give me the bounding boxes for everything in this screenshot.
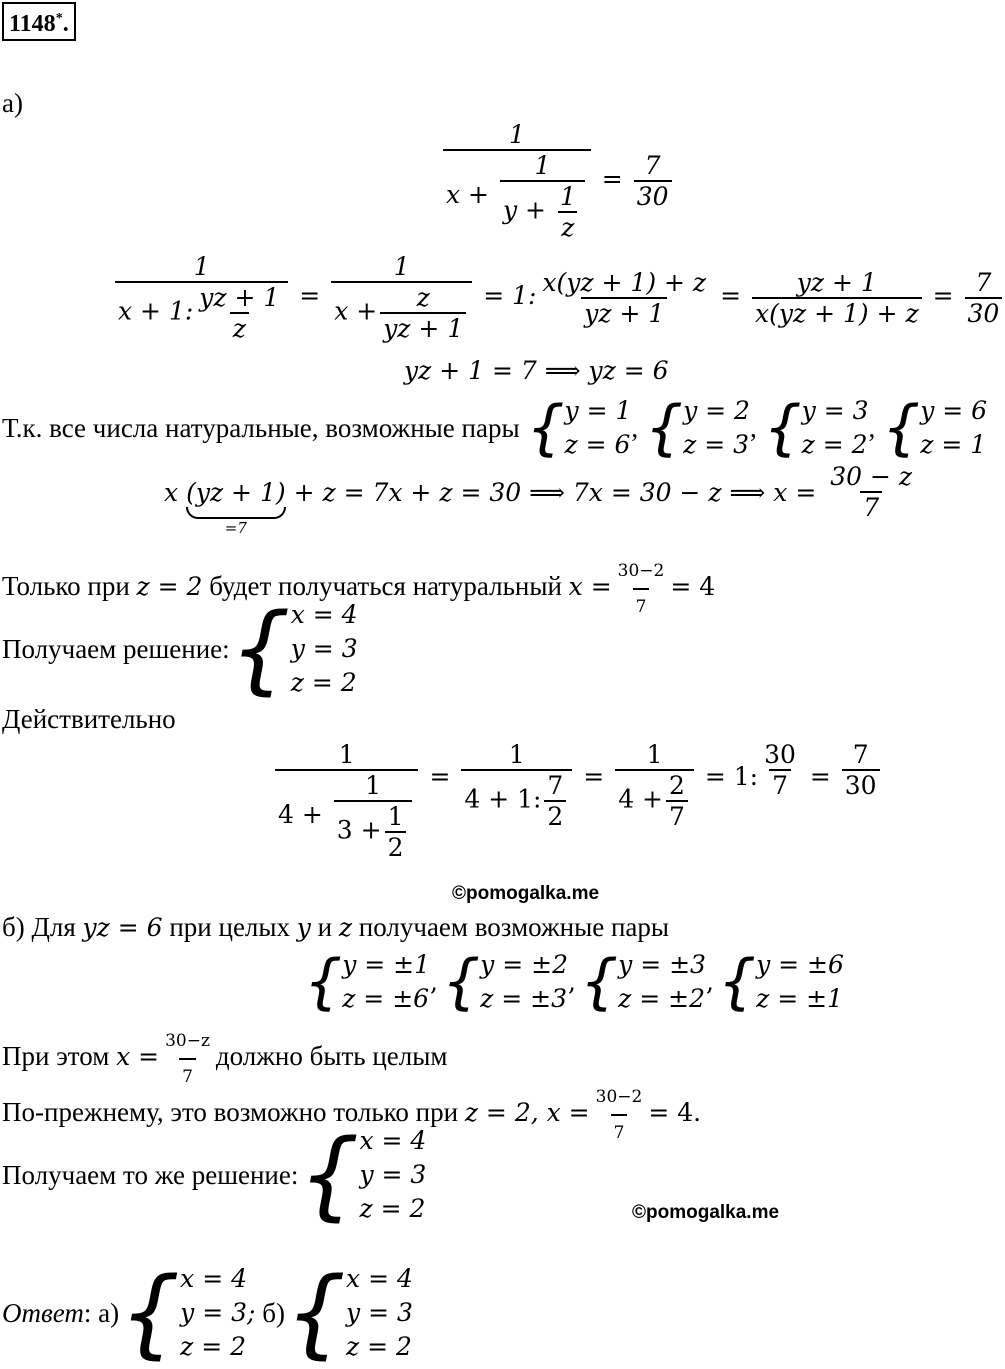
product-equation: yz + 1 = 7 ⟹ yz = 6: [404, 356, 669, 385]
same-solution-system: { x = 4 y = 3 z = 2: [298, 1119, 427, 1231]
answer-b-system: { x = 4 y = 3 z = 2: [284, 1257, 413, 1369]
solution-system: { x = 4 y = 3 z = 2: [229, 593, 358, 705]
only-natural-line: Только при z = 2 будет получаться натуральный x = $\frac{30-2}{7}$ = 4: [2, 554, 715, 624]
problem-number: 1148*.: [2, 2, 76, 41]
pair-1: { y = 1 z = 6: [526, 393, 632, 463]
natural-pairs-line: Т.к. все числа натуральные, возможные пары { y = 1 z = 6 , { y = 2 z = 3 , { y = 3 z = 2 , { y = 6 z = 1: [2, 393, 988, 463]
integer-pairs: { y = ±1 z = ±6 , { y = ±2 z = ±3 , { y = ±3 z = ±2 , { y = ±6 z = ±1: [304, 947, 844, 1017]
answer-a-system: { x = 4 y = 3; z = 2: [119, 1257, 256, 1369]
still-only-line: По-прежнему, это возможно только при z = 2, x = $\frac{30-2}{7}$ = 4.: [2, 1080, 701, 1150]
pair-2: { y = 2 z = 3: [644, 393, 750, 463]
pair-3: { y = 3 z = 2: [763, 393, 869, 463]
int-pair-3: { y = ±3 z = ±2: [579, 947, 706, 1017]
continued-fraction-equation: 1 x + 1 y + $\frac{1}{z}$ = $\frac{7}{30}$: [440, 120, 675, 242]
simplification-chain: 1 x + 1: $\frac{yz + 1}{z}$ = 1 x + $\frac{z}{yz + 1}$ = 1: $\frac{x(yz + 1) + z}{yz + 1}$ = $\frac{yz + 1}{x(yz + 1) + z}$ = $\frac{7}{30}$: [112, 252, 1005, 343]
same-solution-line: Получаем то же решение: { x = 4 y = 3 z = 2: [2, 1119, 427, 1231]
pair-4: { y = 6 z = 1: [882, 393, 988, 463]
integer-condition-line: При этом x = $\frac{30-z}{7}$ должно быть целым: [2, 1024, 448, 1094]
solution-line: Получаем решение: { x = 4 y = 3 z = 2: [2, 593, 358, 705]
part-b-intro: б) Для yz = 6 при целых y и z получаем возможные пары: [2, 912, 670, 942]
int-pair-4: { y = ±6 z = ±1: [717, 947, 844, 1017]
int-pair-2: { y = ±2 z = ±3: [441, 947, 568, 1017]
int-pair-1: { y = ±1 z = ±6: [304, 947, 431, 1017]
answer-line: Ответ: а) { x = 4 y = 3; z = 2 б) { x = 4 y = 3 z = 2: [2, 1257, 413, 1369]
watermark-2: ©pomogalka.me: [632, 1202, 780, 1223]
verification-chain: 1 4 + 1 3 + $\frac{1}{2}$ = 1 4 + 1: $\frac{7}{2}$ = 1 4 + $\frac{2}{7}$ = 1: $\frac{30}{7}$ = $\frac{7}{30}$: [272, 740, 883, 862]
indeed-label: Действительно: [2, 704, 176, 734]
x-derivation: x (yz + 1) =7 + z = 7x + z = 30 ⟹ 7x = 30 − z ⟹ x = $\frac{30 - z}{7}$: [164, 462, 913, 537]
part-a-label: а): [2, 88, 23, 118]
watermark: ©pomogalka.me: [452, 883, 600, 904]
